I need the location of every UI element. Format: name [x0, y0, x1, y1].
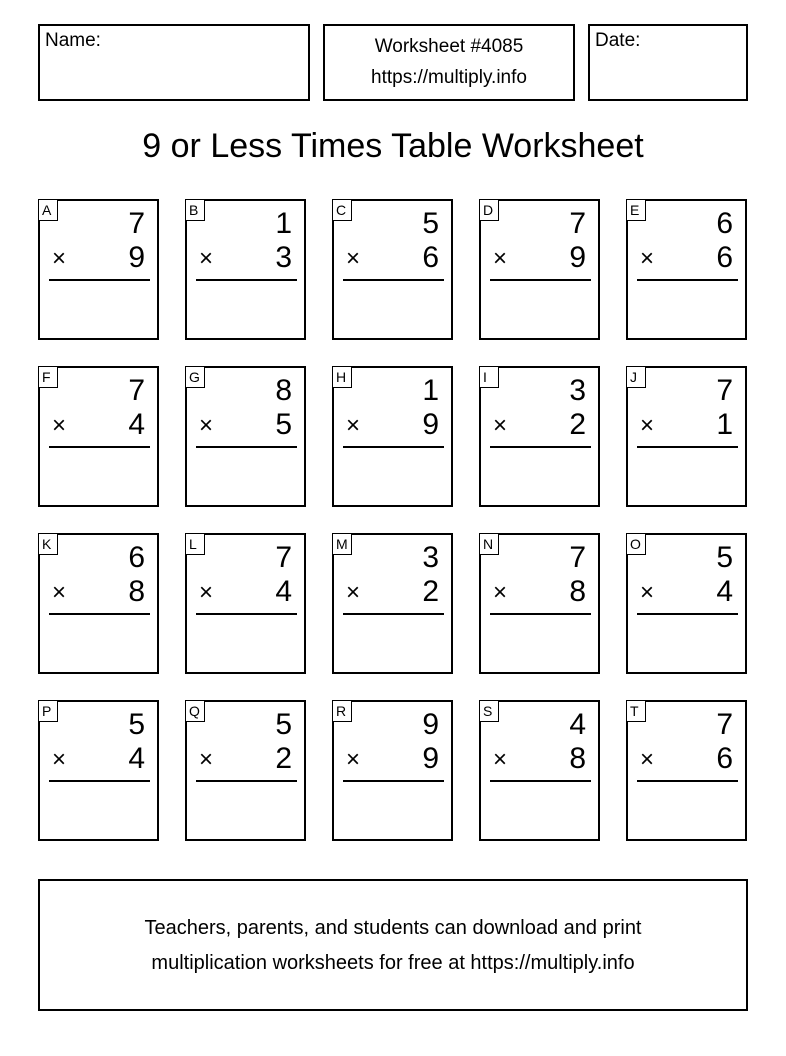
problem-letter: S: [479, 700, 499, 722]
footer-line-2: multiplication worksheets for free at https://multiply.info: [151, 952, 635, 974]
answer-line: [49, 446, 150, 448]
problem-card[interactable]: [185, 199, 306, 340]
problem-card[interactable]: [479, 533, 600, 674]
problem-letter: Q: [185, 700, 205, 722]
problem-bottom-number: 4: [275, 575, 292, 608]
answer-line: [490, 780, 591, 782]
problem-top-number: 1: [275, 207, 292, 240]
problem-card[interactable]: [185, 533, 306, 674]
times-sign: ×: [199, 746, 214, 773]
problem-letter: L: [185, 533, 205, 555]
problem-bottom-number: 6: [716, 241, 733, 274]
times-sign: ×: [346, 746, 361, 773]
times-sign: ×: [199, 579, 214, 606]
problem-top-number: 7: [275, 541, 292, 574]
times-sign: ×: [640, 245, 655, 272]
answer-line: [343, 613, 444, 615]
problem-card[interactable]: [332, 199, 453, 340]
problem-bottom-number: 9: [422, 742, 439, 775]
answer-line: [343, 446, 444, 448]
worksheet-url: https://multiply.info: [371, 67, 527, 88]
problem-top-number: 5: [275, 708, 292, 741]
problem-top-number: 7: [128, 374, 145, 407]
times-sign: ×: [493, 412, 508, 439]
answer-line: [637, 446, 738, 448]
times-sign: ×: [52, 746, 67, 773]
name-field[interactable]: [38, 24, 310, 101]
problem-bottom-number: 2: [569, 408, 586, 441]
problem-card[interactable]: [626, 366, 747, 507]
times-sign: ×: [493, 245, 508, 272]
answer-line: [343, 279, 444, 281]
problem-letter: K: [38, 533, 58, 555]
answer-line: [490, 279, 591, 281]
times-sign: ×: [493, 746, 508, 773]
problem-letter: P: [38, 700, 58, 722]
times-sign: ×: [346, 245, 361, 272]
problem-card[interactable]: [38, 700, 159, 841]
problem-card[interactable]: [185, 366, 306, 507]
problem-bottom-number: 8: [569, 575, 586, 608]
times-sign: ×: [346, 412, 361, 439]
times-sign: ×: [640, 746, 655, 773]
problem-top-number: 6: [716, 207, 733, 240]
answer-line: [637, 613, 738, 615]
problem-letter: A: [38, 199, 58, 221]
problem-bottom-number: 9: [569, 241, 586, 274]
problem-top-number: 8: [275, 374, 292, 407]
problem-bottom-number: 9: [128, 241, 145, 274]
problem-bottom-number: 9: [422, 408, 439, 441]
problem-card[interactable]: [479, 199, 600, 340]
problem-card[interactable]: [626, 533, 747, 674]
problem-card[interactable]: [479, 366, 600, 507]
problem-top-number: 7: [569, 541, 586, 574]
problem-letter: J: [626, 366, 646, 388]
worksheet-info-box: [323, 24, 575, 101]
problem-top-number: 9: [422, 708, 439, 741]
times-sign: ×: [640, 579, 655, 606]
problem-letter: C: [332, 199, 352, 221]
answer-line: [49, 780, 150, 782]
answer-line: [637, 780, 738, 782]
problem-top-number: 5: [716, 541, 733, 574]
problem-letter: M: [332, 533, 352, 555]
times-sign: ×: [199, 412, 214, 439]
problem-card[interactable]: [332, 533, 453, 674]
problem-bottom-number: 2: [275, 742, 292, 775]
problem-card[interactable]: [332, 700, 453, 841]
problem-letter: F: [38, 366, 58, 388]
problem-card[interactable]: [38, 366, 159, 507]
problem-top-number: 1: [422, 374, 439, 407]
problem-letter: T: [626, 700, 646, 722]
problem-letter: N: [479, 533, 499, 555]
problem-card[interactable]: [38, 199, 159, 340]
answer-line: [196, 613, 297, 615]
problem-card[interactable]: [185, 700, 306, 841]
problem-letter: H: [332, 366, 352, 388]
date-label: Date:: [595, 30, 641, 51]
footer-line-1: Teachers, parents, and students can download and print: [144, 917, 642, 939]
times-sign: ×: [493, 579, 508, 606]
worksheet-number: Worksheet #4085: [374, 36, 524, 57]
problem-top-number: 7: [128, 207, 145, 240]
problem-bottom-number: 4: [128, 408, 145, 441]
problem-card[interactable]: [626, 700, 747, 841]
answer-line: [490, 613, 591, 615]
problem-card[interactable]: [479, 700, 600, 841]
footer-box: [38, 879, 748, 1011]
problem-card[interactable]: [626, 199, 747, 340]
date-field[interactable]: [588, 24, 748, 101]
problem-top-number: 7: [569, 207, 586, 240]
problem-top-number: 5: [128, 708, 145, 741]
problem-top-number: 7: [716, 708, 733, 741]
answer-line: [343, 780, 444, 782]
problem-letter: G: [185, 366, 205, 388]
problem-bottom-number: 4: [716, 575, 733, 608]
problem-bottom-number: 2: [422, 575, 439, 608]
answer-line: [49, 279, 150, 281]
problem-top-number: 3: [569, 374, 586, 407]
problem-bottom-number: 6: [422, 241, 439, 274]
problem-letter: I: [479, 366, 499, 388]
times-sign: ×: [52, 579, 67, 606]
problem-letter: E: [626, 199, 646, 221]
problem-bottom-number: 3: [275, 241, 292, 274]
problem-top-number: 3: [422, 541, 439, 574]
problem-bottom-number: 8: [128, 575, 145, 608]
problem-letter: B: [185, 199, 205, 221]
page-title: 9 or Less Times Table Worksheet: [142, 127, 644, 165]
answer-line: [196, 780, 297, 782]
name-label: Name:: [45, 30, 101, 51]
problem-top-number: 6: [128, 541, 145, 574]
times-sign: ×: [346, 579, 361, 606]
times-sign: ×: [52, 412, 67, 439]
answer-line: [196, 446, 297, 448]
answer-line: [637, 279, 738, 281]
answer-line: [490, 446, 591, 448]
times-sign: ×: [52, 245, 67, 272]
problem-letter: O: [626, 533, 646, 555]
problem-bottom-number: 4: [128, 742, 145, 775]
problem-card[interactable]: [38, 533, 159, 674]
problem-top-number: 7: [716, 374, 733, 407]
problem-letter: R: [332, 700, 352, 722]
problem-top-number: 5: [422, 207, 439, 240]
answer-line: [49, 613, 150, 615]
problem-top-number: 4: [569, 708, 586, 741]
problem-letter: D: [479, 199, 499, 221]
problem-bottom-number: 1: [716, 408, 733, 441]
problem-bottom-number: 5: [275, 408, 292, 441]
problem-card[interactable]: [332, 366, 453, 507]
times-sign: ×: [640, 412, 655, 439]
times-sign: ×: [199, 245, 214, 272]
problem-bottom-number: 6: [716, 742, 733, 775]
answer-line: [196, 279, 297, 281]
problem-bottom-number: 8: [569, 742, 586, 775]
